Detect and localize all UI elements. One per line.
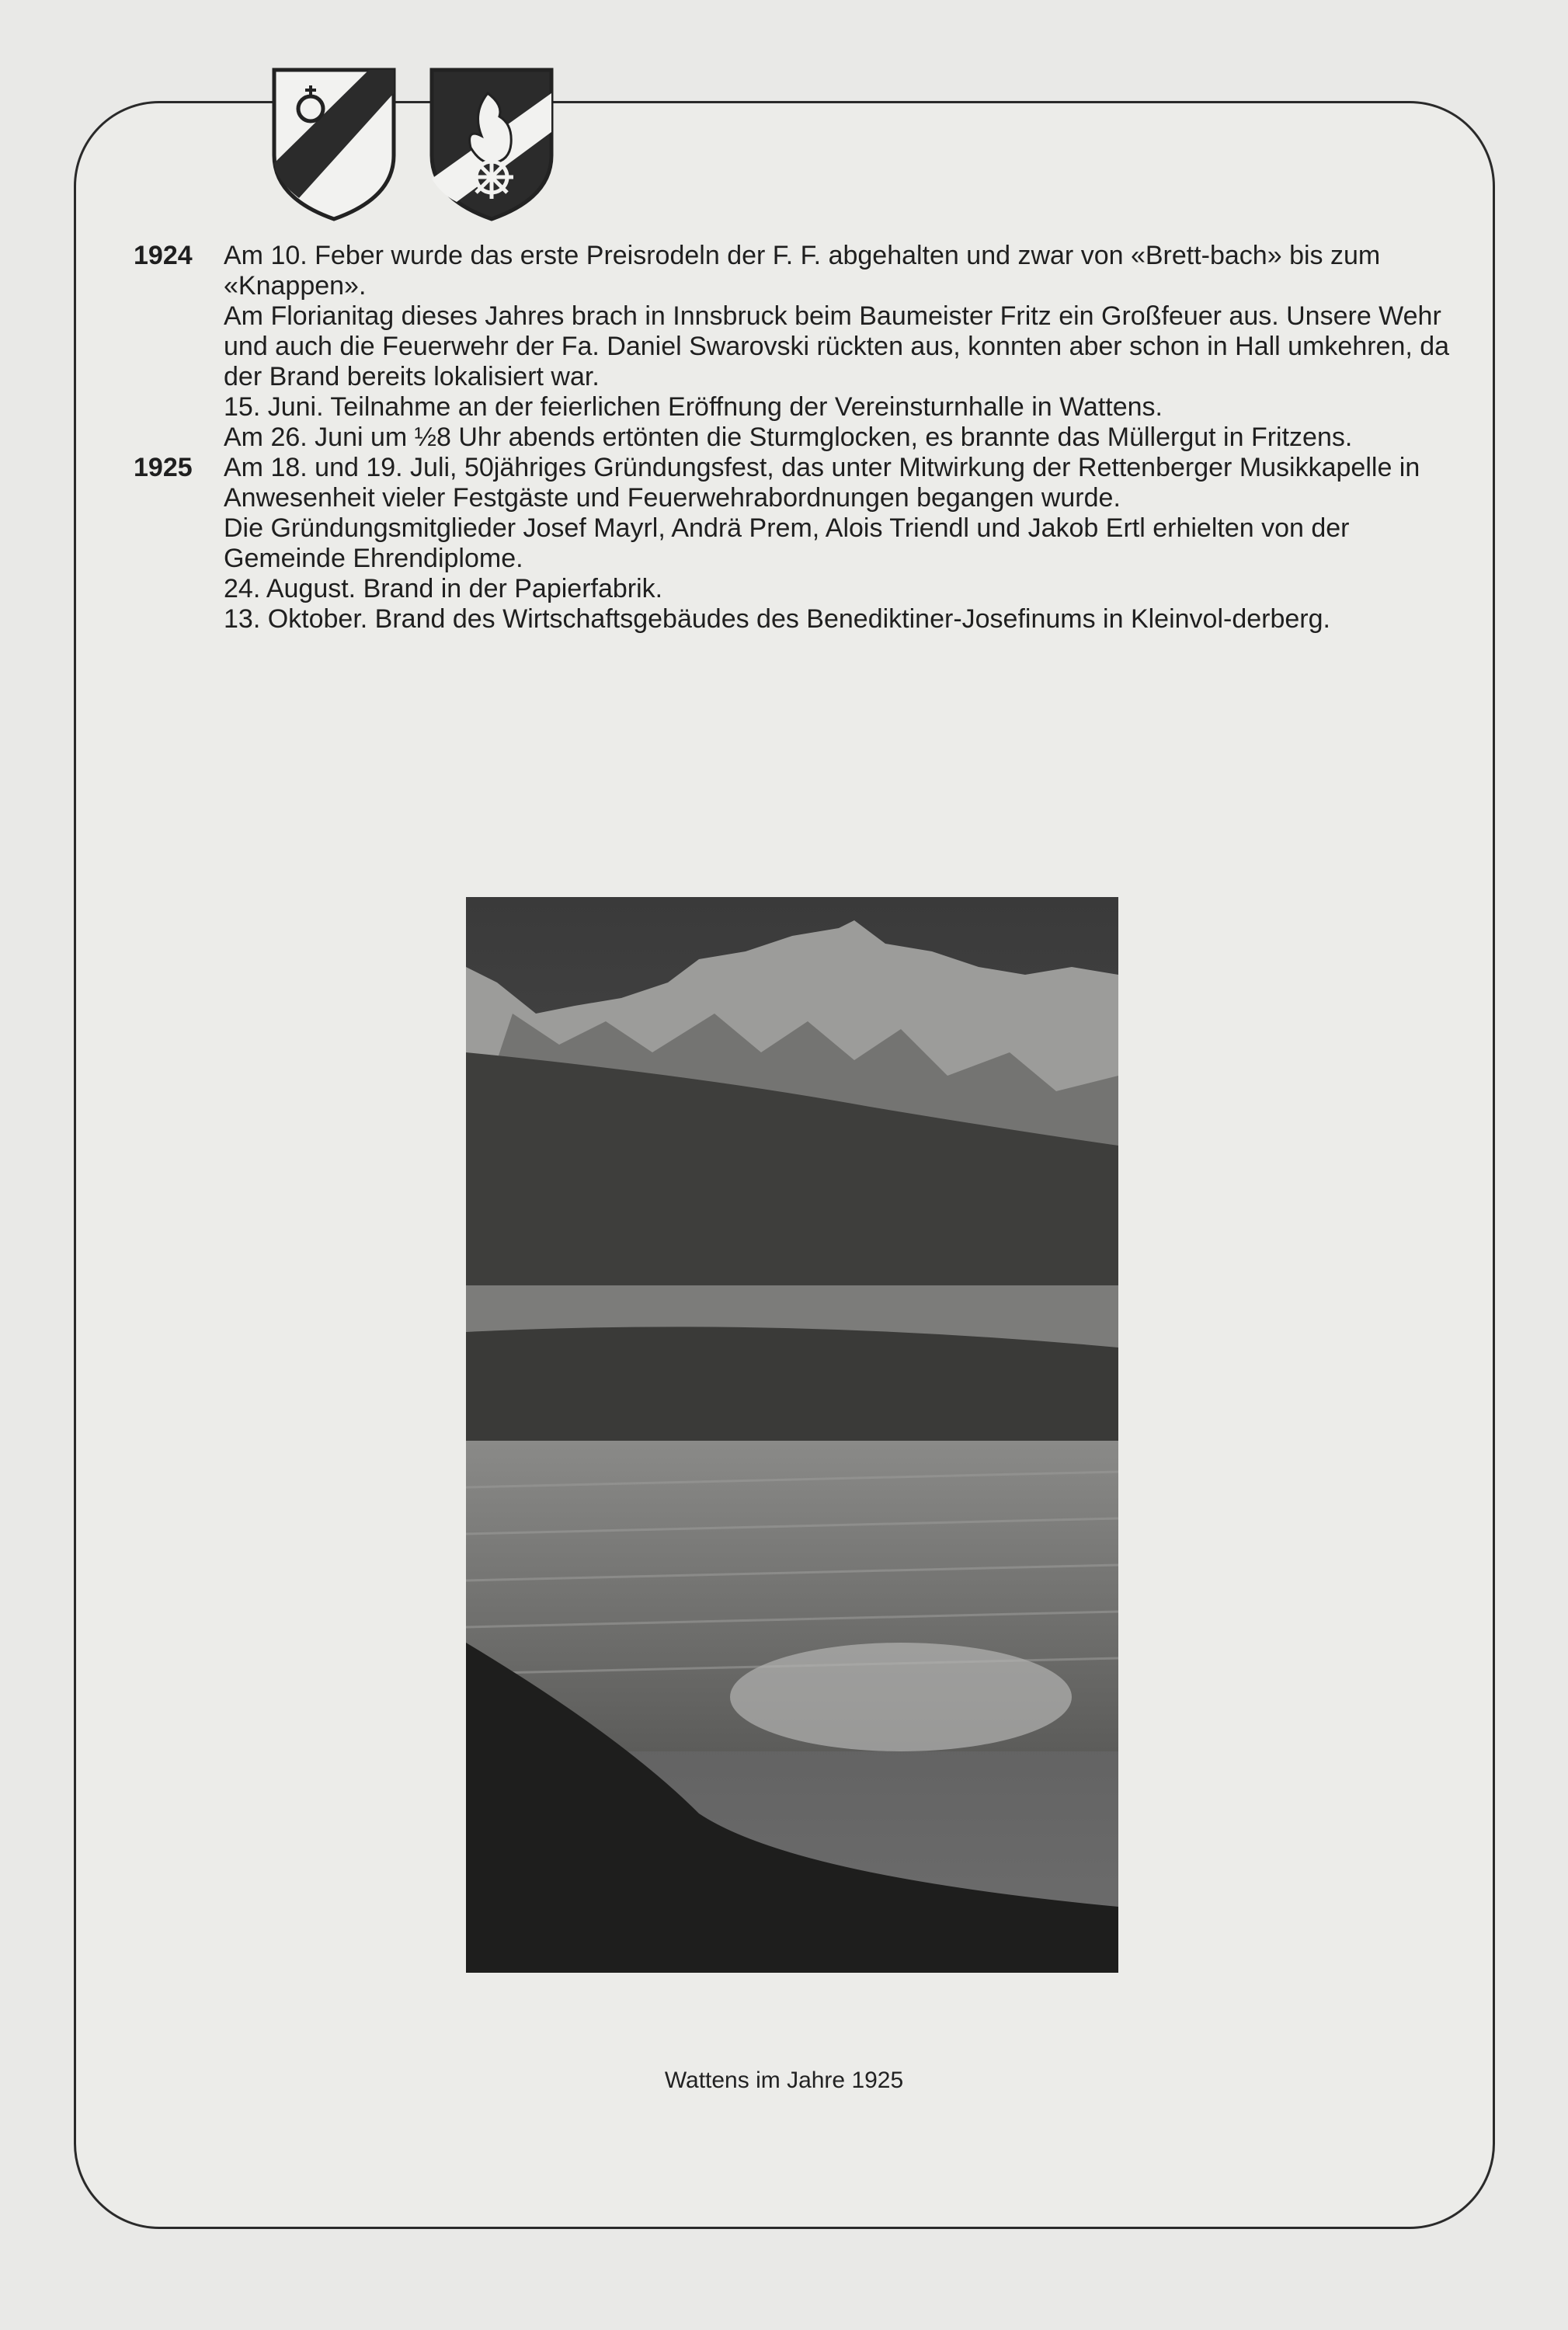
entry: 15. Juni. Teilnahme an der feierlichen Eröffnung der Vereinsturnhalle in Wattens. bbox=[224, 392, 1163, 422]
fire-brigade-coat-of-arms-icon bbox=[426, 62, 558, 225]
landscape-photo bbox=[466, 897, 1118, 1973]
entry: Am 18. und 19. Juli, 50jähriges Gründungsfest, das unter Mitwirkung der Rettenberger Musikkapelle in Anwesenheit vieler Festgäste und Feuerwehrabordnungen begangen wurde. bbox=[224, 453, 1420, 513]
chronicle-text bbox=[134, 241, 1454, 635]
entry: 24. August. Brand in der Papierfabrik. bbox=[224, 574, 663, 603]
entry: Die Gründungsmitglieder Josef Mayrl, Andrä Prem, Alois Triendl und Jakob Ertl erhielten von der Gemeinde Ehrendiplome. bbox=[224, 513, 1350, 573]
entry: Am 26. Juni um ½8 Uhr abends ertönten die Sturmglocken, es brannte das Müllergut in Fritzens. bbox=[224, 423, 1353, 452]
municipal-coat-of-arms-icon bbox=[268, 62, 400, 225]
photo-caption: Wattens im Jahre 1925 bbox=[664, 2067, 904, 2093]
year-label: 1925 bbox=[134, 453, 193, 482]
entry: Am Florianitag dieses Jahres brach in Innsbruck beim Baumeister Fritz ein Großfeuer aus. Unsere Wehr und auch die Feuerwehr der Fa. Daniel Swarovski rückten aus, konnten aber schon in Hall umkehren, da der Brand bereits lokalisiert war. bbox=[224, 301, 1450, 391]
entry: Am 10. Feber wurde das erste Preisrodeln der F. F. abgehalten und zwar von «Brett-bach» bis zum «Knappen». bbox=[224, 241, 1381, 301]
year-label: 1924 bbox=[134, 241, 193, 270]
entry: 13. Oktober. Brand des Wirtschaftsgebäudes des Benediktiner-Josefinums in Kleinvol-derberg. bbox=[224, 604, 1330, 634]
year-block-1924 bbox=[134, 241, 1454, 453]
year-block-1925 bbox=[134, 453, 1454, 635]
